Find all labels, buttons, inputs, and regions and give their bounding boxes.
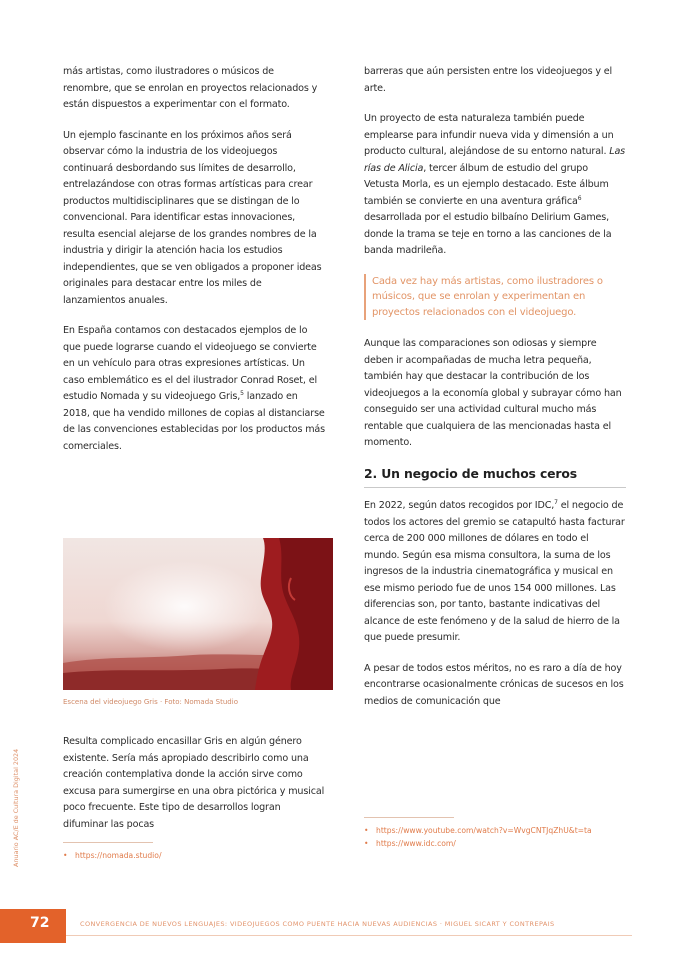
footnote-link-7[interactable]: • https://www.idc.com/ [364, 838, 626, 851]
footnote-ref-7[interactable]: 7 [554, 498, 558, 506]
right-paragraph-2 [364, 111, 626, 260]
left-paragraph-4: Resulta complicado encasillar Gris en algún género existente. Sería más apropiado describirlo como una creación contemplativa donde la acción sirve como excusa para sumergirse en una obra pictórica y musical poco frecuente. Este tipo de desarrollos logran difuminar las pocas [63, 736, 325, 830]
right-paragraph-2-text-a: Un proyecto de esta naturaleza también puede emplearse para infundir nueva vida y dimensión a un producto cultural, alejándose de su entorno natural. [364, 113, 614, 157]
footnote-divider-right [364, 817, 454, 818]
left-column [63, 64, 325, 469]
left-paragraph-3-text-a: En España contamos con destacados ejemplos de lo que puede lograrse cuando el videojuego se convierte en un vehículo para otras expresiones artísticas. Un caso emblemático es el del ilustrador Conrad Roset, el estudio Nomada y su videojuego Gris, [63, 325, 317, 402]
right-footnotes [364, 825, 626, 850]
footnote-divider-left [63, 842, 153, 843]
album-title: Las rías de Alicia [364, 146, 626, 174]
left-paragraph-3 [63, 323, 325, 455]
footnote-ref-6[interactable]: 6 [577, 194, 582, 202]
figure-caption: Escena del videojuego Gris · Foto: Nomada Studio [63, 698, 238, 706]
gris-scene-illustration [63, 538, 333, 690]
game-figure-image [63, 538, 333, 690]
left-paragraph-3-text-b: lanzado en 2018, que ha vendido millones de copias al distanciarse de las convenciones establecidas por los productos más comerciales. [63, 391, 325, 452]
left-paragraph-2: Un ejemplo fascinante en los próximos años será observar cómo la industria de los videojuegos continuará desbordando sus límites de desarrollo, entrelazándose con otras formas artísticas para crear productos multidisciplinares que se distingan de lo convencional. Para identificar estas innovaciones, resulta esencial alejarse de los grandes nombres de la industria y dirigir la atención hacia los estudios independientes, que se ven obligados a proponer ideas originales para destacar entre los miles de lanzamientos anuales. [63, 129, 322, 306]
right-paragraph-2-text-b: , tercer álbum de estudio del grupo Vetusta Morla, es un ejemplo destacado. Este álbum también se convierte en una aventura gráfica [364, 162, 609, 207]
running-footer-title: CONVERGENCIA DE NUEVOS LENGUAJES: VIDEOJUEGOS COMO PUENTE HACIA NUEVAS AUDIENCIAS · MIGUEL SICART Y CONTREPAIS [80, 920, 555, 928]
section-heading: 2. Un negocio de muchos ceros [364, 466, 626, 489]
right-paragraph-2-text-c: desarrollada por el estudio bilbaíno Delirium Games, donde la trama se teje en torno a las canciones de la banda madrileña. [364, 212, 612, 256]
right-column [364, 64, 626, 724]
left-column-continued [63, 734, 325, 847]
footnote-link-6[interactable]: • https://www.youtube.com/watch?v=WvgCNTJqZhU&t=ta [364, 825, 626, 838]
page-number: 72 [30, 915, 50, 931]
left-footnotes [63, 850, 325, 863]
right-paragraph-4 [364, 498, 626, 647]
right-paragraph-5: A pesar de todos estos méritos, no es raro a día de hoy encontrarse ocasionalmente crónicas de sucesos en los medios de comunicación que [364, 662, 624, 707]
right-paragraph-4-text-a: En 2022, según datos recogidos por IDC, [364, 500, 555, 511]
side-publication-label: Anuario AC/E de Cultura Digital 2024 [12, 748, 20, 867]
footer-divider [66, 935, 632, 936]
pull-quote: Cada vez hay más artistas, como ilustradores o músicos, que se enrolan y experimentan en proyectos relacionados con el videojuego. [364, 274, 626, 321]
right-paragraph-3: Aunque las comparaciones son odiosas y siempre deben ir acompañadas de mucha letra pequeña, también hay que destacar la contribución de los videojuegos a la economía global y subrayar cómo han conseguido ser una actividad cultural mucho más rentable que cualquiera de las mencionadas hasta el momento. [364, 338, 622, 448]
footnote-ref-5[interactable]: 5 [240, 389, 244, 397]
right-paragraph-1: barreras que aún persisten entre los videojuegos y el arte. [364, 66, 613, 94]
right-paragraph-4-text-b: el negocio de todos los actores del gremio se catapultó hasta facturar cerca de 200 000 millones de dólares en todo el mundo. Según esa misma consultora, la suma de los ingresos de la industria cinematográfica y musical en ese mismo periodo fue de unos 154 000 millones. Las diferencias son, por tanto, bastante indicativas del alcance de este fenómeno y de la salud de hierro de la que puede presumir. [364, 500, 625, 643]
footnote-link-5[interactable]: • https://nomada.studio/ [63, 850, 325, 863]
left-paragraph-1: más artistas, como ilustradores o músicos de renombre, que se enrolan en proyectos relacionados y están dispuestos a experimentar con el formato. [63, 66, 318, 110]
